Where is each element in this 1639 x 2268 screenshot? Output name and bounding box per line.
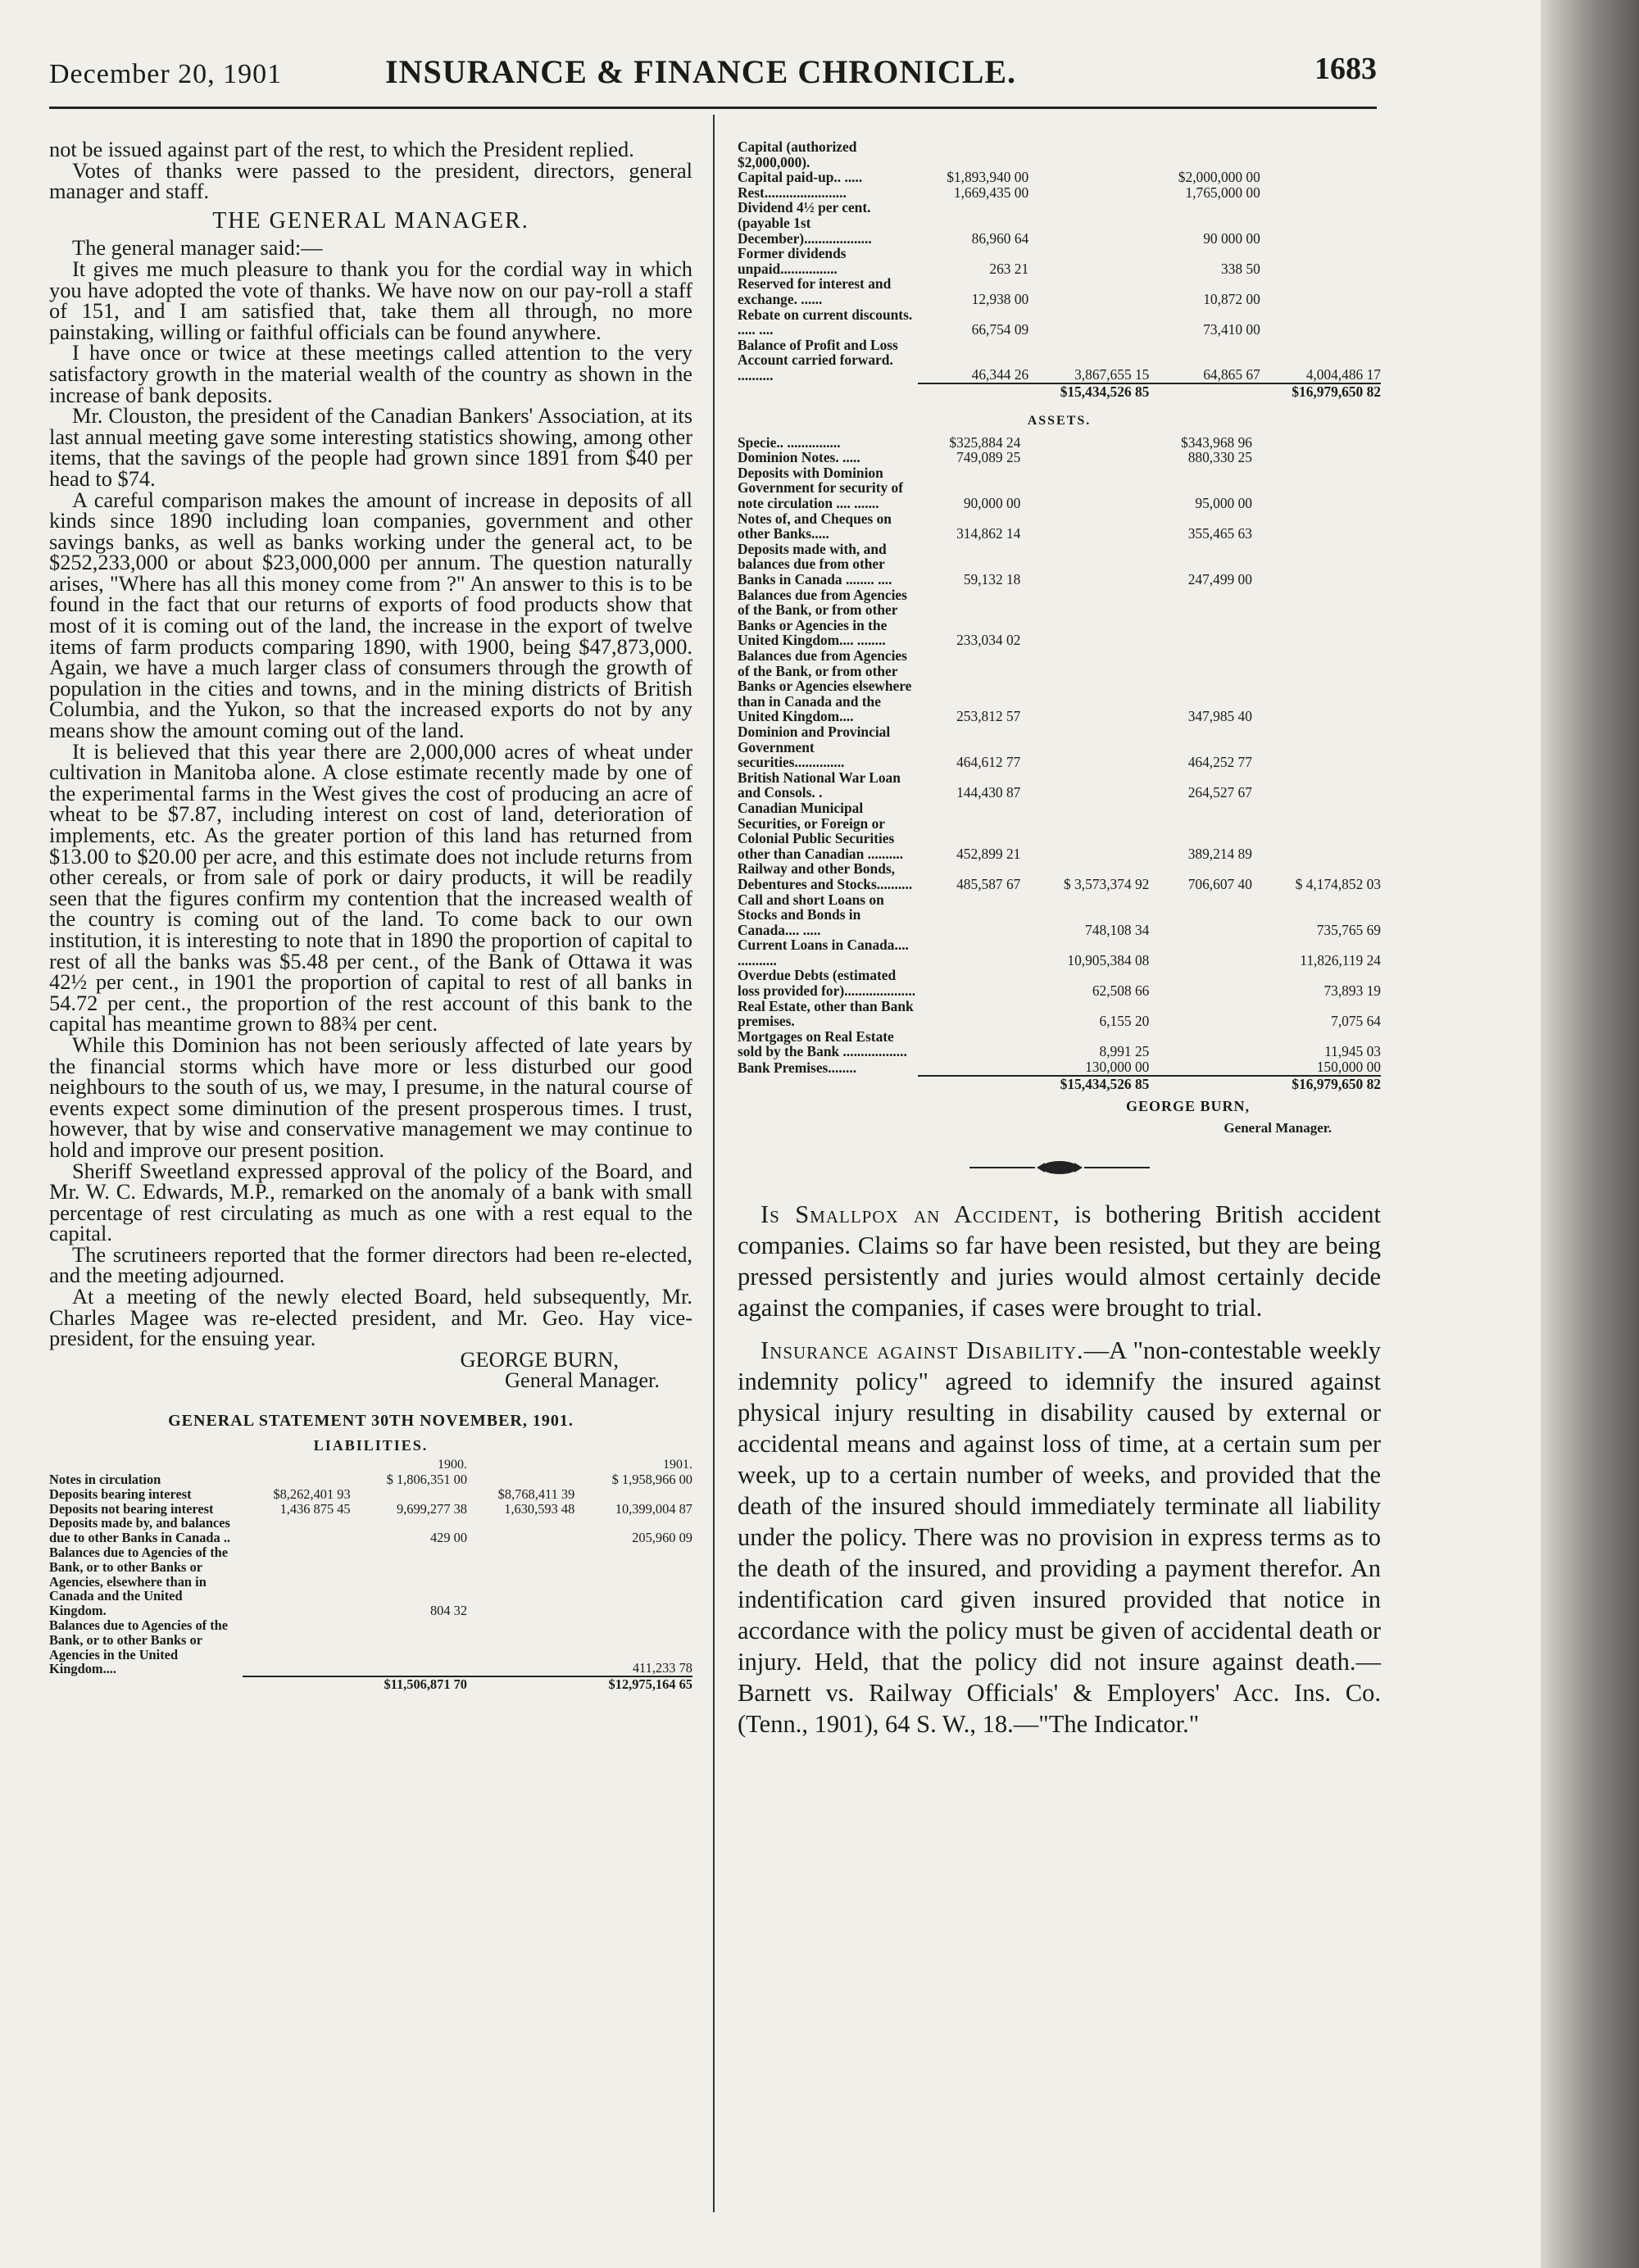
cell: 8,991 25 [1099,1043,1150,1060]
assets-total-1900: $15,434,526 85 [1020,1076,1149,1092]
signature-name: GEORGE BURN, [1125,1098,1250,1115]
cell [1028,307,1149,338]
table-row [738,861,1381,891]
table-row [738,338,1381,383]
cell [467,1545,574,1618]
cell [351,1487,467,1502]
cell [918,139,1028,170]
table-row [738,450,1381,465]
table-row [738,770,1381,801]
paragraph: The scrutineers reported that the former directors had been re-elected, and the meeting adjourned. [49,1241,692,1288]
cell: 59,132 18 [963,571,1021,588]
row-label: Reserved for interest and exchange. ...... [738,275,892,307]
cell: 749,089 25 [956,449,1021,466]
row-label: Balances due from Agencies of the Bank, or from other Banks or Agencies elsewhere than in Canada and the United Kingdom.... [738,647,912,725]
table-row [738,435,1381,451]
cell [1020,724,1149,770]
cell: 4,004,486 17 [1305,365,1381,383]
cell [918,968,1021,998]
row-label: Deposits made with, and balances due from other Banks in Canada ........ .... [738,540,892,588]
cell [1252,435,1381,451]
row-label: Specie.. ............... [738,433,841,451]
row-label: Bank Premises........ [738,1059,857,1077]
row-label: Rebate on current discounts. ..... .... [738,306,913,338]
liab-total-1900: $15,434,526 85 [1028,383,1149,400]
table-row [738,724,1381,770]
table-row [738,185,1381,201]
paragraph: Mr. Clouston, the president of the Canadian Bankers' Association, at its last annual meeting gave some interesting statistics showing, among other items, that the savings of the people had grown since 1891 from $40 per head to $74. [49,403,692,491]
assets-heading: ASSETS. [1027,414,1092,429]
statement-title: GENERAL STATEMENT 30TH NOVEMBER, 1901. [168,1412,574,1431]
cell: 735,765 69 [1316,921,1381,938]
table-row [49,1487,692,1502]
signature-title: General Manager. [1224,1119,1332,1136]
cell [1149,139,1260,170]
table-row [738,999,1381,1029]
table-row [738,200,1381,246]
assets-table [738,435,1381,1092]
table-row [738,170,1381,185]
cell: 389,214 89 [1187,845,1252,862]
cell [918,1029,1021,1059]
cell: 10,872 00 [1203,290,1260,307]
cell: $343,968 96 [1181,433,1252,451]
row-label: Notes of, and Cheques on other Banks..... [738,510,892,542]
total-row [738,1076,1381,1092]
row-label: Mortgages on Real Estate sold by the Bank .................. [738,1027,907,1060]
cell: 150,000 00 [1316,1059,1381,1076]
paragraph: The general manager said:— [72,235,323,261]
cell [1028,276,1149,306]
publication-title: INSURANCE & FINANCE CHRONICLE. [385,53,1017,90]
cell: 411,233 78 [632,1660,692,1676]
cell: 90 000 00 [1203,229,1260,247]
row-label: Deposits bearing interest [49,1486,192,1502]
row-label: Balances due from Agencies of the Bank, or from other Banks or Agencies in the United Kingdom.... ........ [738,586,907,649]
table-row [738,246,1381,276]
cell: 3,867,655 15 [1074,365,1150,383]
cell [1020,648,1149,724]
cell [1020,587,1149,648]
table-row [738,892,1381,938]
liabilities-continued-table [738,139,1381,399]
cell: $ 1,958,966 00 [611,1472,692,1488]
cell: 205,960 09 [632,1530,692,1546]
cell: 347,985 40 [1187,708,1252,725]
cell: 314,862 14 [956,525,1021,542]
cell: $8,262,401 93 [273,1486,351,1502]
row-label: Balances due to Agencies of the Bank, or to other Banks or Agencies, elsewhere than in Canada and the United Kingdom. [49,1545,229,1619]
paragraph: I have once or twice at these meetings called attention to the very satisfactory growth in the material wealth of the country as shown in the increase of bank deposits. [49,340,692,407]
article-disability [738,1335,1381,1740]
cell: 253,812 57 [956,708,1021,725]
cell [1252,465,1381,511]
cell [1252,511,1381,542]
table-row [738,1029,1381,1059]
table-row [738,307,1381,338]
cell [1252,450,1381,465]
cell [1260,170,1381,185]
cell [1252,724,1381,770]
cell [1252,587,1381,648]
cell: $ 4,174,852 03 [1295,875,1381,892]
cell [1149,999,1252,1029]
table-row [49,1516,692,1545]
right-column [738,139,1381,1740]
row-label: Real Estate, other than Bank premises. [738,997,914,1030]
cell [467,1472,574,1487]
table-row [738,801,1381,861]
cell: 7,075 64 [1331,1013,1381,1030]
cell: 10,905,384 08 [1067,951,1150,968]
row-label: Dominion Notes. ..... [738,449,860,466]
cell: 264,527 67 [1187,784,1252,801]
article-body: is bothering British accident companies. Claims so far have been resisted, but they are being pressed persistently and juries would almost certainly decide against the companies, if cases were brought to trial. [738,1200,1381,1322]
cell [243,1545,351,1618]
cell: 880,330 25 [1187,449,1252,466]
table-row [738,542,1381,587]
cell: 95,000 00 [1195,495,1252,512]
table-row [738,648,1381,724]
row-label: Balance of Profit and Loss Account carried forward. .......... [738,336,898,383]
cell: 73,410 00 [1203,321,1260,338]
table-row [49,1502,692,1517]
row-label: Railway and other Bonds, Debentures and Stocks.......... [738,860,913,892]
cell: $8,768,411 39 [497,1486,575,1502]
cell [1028,246,1149,276]
row-label: Dividend 4½ per cent. (payable 1st December)................... [738,199,872,247]
header-rule [49,107,1377,109]
cell: 90,000 00 [963,495,1021,512]
cell [1260,276,1381,306]
cell: 706,607 40 [1187,875,1252,892]
cell [243,1516,351,1545]
cell: 64,865 67 [1203,365,1260,383]
cell: $325,884 24 [949,433,1021,451]
table-row [738,465,1381,511]
cell: 9,699,277 38 [396,1500,468,1517]
total-1901: $12,975,164 65 [574,1676,692,1692]
row-label: Current Loans in Canada.... ........... [738,937,909,968]
table-row [738,511,1381,542]
page-number: 1683 [1314,52,1377,86]
cell: 66,754 09 [971,321,1029,338]
row-label: Call and short Loans on Stocks and Bonds in Canada.... ..... [738,891,884,938]
cell: 1,436 875 45 [279,1500,351,1517]
cell: $ 3,573,374 92 [1064,875,1150,892]
cell [467,1618,574,1676]
paragraph: Sheriff Sweetland expressed approval of the policy of the Board, and Mr. W. C. Edwards, M.P., remarked on the anomaly of a bank with small percentage of rest circulating as much as one with a rest equal to the capital. [49,1158,692,1246]
cell [1028,200,1149,246]
liabilities-heading: LIABILITIES. [313,1436,429,1454]
cell: 233,034 02 [956,632,1021,649]
page-edge-shadow [1541,0,1639,2268]
page-header [49,46,1377,95]
article-lead: Is Smallpox an Accident, [760,1200,1060,1229]
cell [1260,139,1381,170]
cell: $2,000,000 00 [1178,169,1260,186]
paragraph: A careful comparison makes the amount of increase in deposits of all kinds since 1890 including loan companies, government and other savings banks, as well as banks working under the general act, to be $252,233,000 or about $23,000,000 per annum. The question naturally arises, "Where has all this money come from ?" An answer to this is to be found in the fact that our returns of exports of food products show that most of it is coming out of the land, the increase in the export of twelve items of farm products comparing 1890, with 1900, being $47,873,000. Again, we have a much larger class of consumers through the growth of population in the cities and towns, and in the mining districts of British Columbia, and the Yukon, so that the increased exports do not by any means show the amount coming out of the land. [49,487,692,743]
year-1901-label: 1901. [663,1458,692,1472]
intro-line: not be issued against part of the rest, to which the President replied. [49,137,634,161]
cell [1252,801,1381,861]
cell [243,1618,351,1676]
cell: 464,612 77 [956,754,1021,771]
row-label: Balances due to Agencies of the Bank, or to other Banks or Agencies in the United Kingdom.... [49,1617,229,1677]
year-1900-label: 1900. [438,1458,468,1472]
intro-line: Votes of thanks were passed to the president, directors, general manager and staff. [49,157,692,204]
cell [243,1472,351,1487]
cell [1260,307,1381,338]
cell [1149,587,1252,648]
cell [1149,1029,1252,1059]
article-lead: Insurance against Disability. [760,1336,1084,1365]
row-label: Notes in circulation [49,1472,161,1488]
cell [1260,185,1381,201]
cell [351,1618,467,1676]
cell [1252,542,1381,587]
cell [467,1516,574,1545]
cell [918,892,1021,938]
cell [918,1059,1021,1076]
cell [1028,185,1149,201]
cell [1028,170,1149,185]
ornament-divider-icon [969,1158,1150,1177]
cell: 130,000 00 [1085,1059,1150,1076]
cell: 86,960 64 [971,229,1029,247]
cell [918,937,1021,968]
total-row [738,383,1381,400]
table-row [738,276,1381,306]
cell: 11,826,119 24 [1300,951,1381,968]
row-label: Deposits with Dominion Government for security of note circulation .... ....... [738,464,904,512]
cell [1028,139,1149,170]
cell: 355,465 63 [1187,525,1252,542]
cell: 429 00 [429,1530,468,1546]
signature-title: General Manager. [504,1368,660,1393]
table-row [738,139,1381,170]
paragraph: While this Dominion has not been seriously affected of late years by the financial storms which have more or less disturbed our good neighbours to the south of us, we may, I presume, in the natural course of events expect some diminution of the present prosperous times. I trust, however, that by wise and conservative management we may continue to hold and improve our present position. [49,1032,692,1162]
column-divider [713,115,715,2212]
cell [1252,648,1381,724]
cell [1020,465,1149,511]
cell: 12,938 00 [971,290,1029,307]
cell: 73,893 19 [1323,982,1381,1000]
row-label: Deposits made by, and balances due to other Banks in Canada .. [49,1515,231,1546]
cell: 247,499 00 [1187,571,1252,588]
cell: 46,344 26 [971,365,1029,383]
cell: 452,899 21 [956,845,1021,862]
cell: 62,508 66 [1092,982,1150,1000]
cell: 804 32 [429,1603,468,1619]
row-label: Overdue Debts (estimated loss provided for).................... [738,967,916,1000]
cell [1149,892,1252,938]
table-row [738,1059,1381,1076]
cell [1260,200,1381,246]
left-column [49,139,692,1692]
cell [1020,511,1149,542]
row-label: Capital (authorized $2,000,000). [738,138,857,170]
row-label: Capital paid-up.. ..... [738,169,863,186]
cell [574,1487,692,1502]
cell [1020,770,1149,801]
table-row [738,968,1381,998]
cell: 6,155 20 [1099,1013,1150,1030]
issue-date: December 20, 1901 [49,59,283,89]
cell: $1,893,940 00 [947,169,1029,186]
cell [1020,801,1149,861]
cell [1252,770,1381,801]
cell [1149,1059,1252,1076]
row-label: Canadian Municipal Securities, or Foreign or Colonial Public Securities other than Canadian .......... [738,799,904,862]
table-row [738,937,1381,968]
cell: 11,945 03 [1324,1043,1381,1060]
cell: 1,765,000 00 [1185,184,1260,201]
cell [1149,937,1252,968]
cell [1020,542,1149,587]
paragraph: At a meeting of the newly elected Board, held subsequently, Mr. Charles Magee was re-elected president, and Mr. Geo. Hay vice-president, for the ensuing year. [49,1284,692,1351]
liab-total-1901: $16,979,650 82 [1260,383,1381,400]
cell: 748,108 34 [1085,921,1150,938]
cell: 10,399,004 87 [615,1500,692,1517]
row-label: Deposits not bearing interest [49,1500,214,1517]
paragraph: It is believed that this year there are 2,000,000 acres of wheat under cultivation in Manitoba alone. A close estimate recently made by one of the experimental farms in the West gives the cost of producing an acre of wheat to be $7.87, including interest on cost of land, deterioration of implements, etc. As the greater portion of this land has returned from $13.00 to $20.00 per acre, and this estimate does not include returns from other cereals, or from sale of pork or dairy products, it will be readily seen that the figures confirm my contention that the increased wealth of the country is coming out of the land. To come back to our own institution, it is interesting to note that in 1890 the proportion of capital to rest of all the banks was $5.48 per cent., of the Bank of Ottawa it was 42½ per cent., in 1901 the proportion of capital to rest of all banks in 54.72 per cent., the proportion of the rest account of this bank to the capital has meantime grown to 88¾ per cent. [49,738,692,1036]
section-heading: THE GENERAL MANAGER. [212,207,529,234]
table-row [49,1472,692,1487]
cell: 464,252 77 [1187,754,1252,771]
article-body: —A "non-contestable weekly indemnity policy" agreed to idemnify the insured against physical injury resulting in disability caused by external or accidental means and against loss of time, at a certain sum per week, up to a certain number of weeks, and provided that the death of the insured should immediately terminate all liability under the policy. There was no provision in express terms as to the death of the insured, and providing a payment therefor. An indentification card given insured provided that notice in accordance with the policy must be given of accidental death or injury. Held, that the policy did not insure against death.—Barnett vs. Railway Officials' & Employers' Acc. Ins. Co. (Tenn., 1901), 64 S. W., 18.—"The Indicator." [738,1336,1381,1739]
row-label: Former dividends unpaid................ [738,245,847,277]
table-row [49,1458,692,1472]
assets-total-1901: $16,979,650 82 [1252,1076,1381,1092]
liabilities-table [49,1458,692,1692]
total-row [49,1676,692,1692]
cell: $ 1,806,351 00 [386,1472,468,1488]
table-row [49,1545,692,1618]
row-label: British National War Loan and Consols. . [738,769,901,801]
row-label: Dominion and Provincial Government securities.............. [738,723,891,771]
article-smallpox [738,1199,1381,1323]
row-label: Rest....................... [738,184,847,201]
paragraph: It gives me much pleasure to thank you for the cordial way in which you have adopted the vote of thanks. We have now on our pay-roll a staff of 151, and I am satisfied that, take them all through, no more painstaking, willing or faithful officials can be found anywhere. [49,256,692,344]
signature-name: GEORGE BURN, [460,1346,619,1372]
cell [1149,968,1252,998]
table-row [738,587,1381,648]
cell [1020,435,1149,451]
cell [918,999,1021,1029]
table-row [49,1618,692,1676]
total-1900: $11,506,871 70 [351,1676,467,1692]
cell: 1,630,593 48 [504,1500,575,1517]
cell [1020,450,1149,465]
cell: 485,587 67 [956,875,1021,892]
cell [574,1545,692,1618]
cell: 338 50 [1220,260,1260,277]
cell: 1,669,435 00 [953,184,1029,201]
cell [1260,246,1381,276]
cell: 263 21 [989,260,1029,277]
cell: 144,430 87 [956,784,1021,801]
